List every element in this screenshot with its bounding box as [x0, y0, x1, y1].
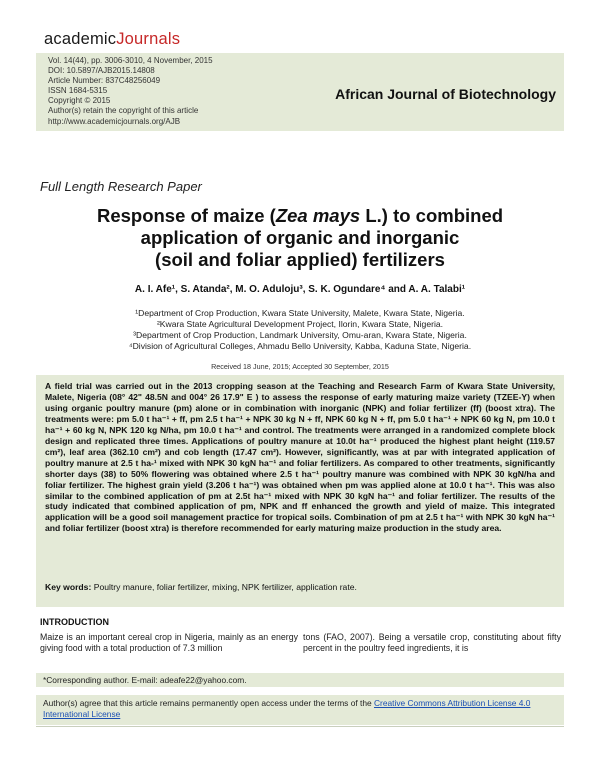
abstract-text: A field trial was carried out in the 2013 cropping season at the Teaching and Research Farm of Kwara State University, Malete, Nigeria (08° 42" 48.5N and 004° 26 17.9" E ) to assess the response of early maturing maize variety (TZEE-Y) when using organic poultry manure (pm) alone or in combination with inorganic (NPK) and foliar fertilizer (ff) (boost xtra). The treatments were: pm 5.0 t ha⁻¹ + ff, pm 2.5 t ha⁻¹ + NPK 30 kg N + ff, NPK 60 kg N + ff, pm 5.0 t ha⁻¹ + NPK 60 kg N, pm 10.0 t ha⁻¹ + 60 kg N, NPK 120 kg N/ha, pm 10.0 t ha⁻¹ and control. The treatments were arranged in a randomized complete block design and replicated three times. Applications of poultry manure at 10.0t ha⁻¹ produced the highest plant height (119.57 cm²), leaf area (362.10 cm²) and cob length (17.47 cm²). However, significantly, was at par with integrated application of poultry manure at 2.5 t ha-¹ mixed with NPK 30 kgN ha⁻¹ and foliar fertilizers. As compared to other treatments, significantly shorter days (38) to 50% flowering was obtained where 2.5 t ha⁻¹ poultry manure was combined with NPK 30 kgN/ha and foliar fertilizer. The highest grain yield (3.206 t ha⁻¹) was obtained when pm was applied alone at 10.0 t ha⁻¹. This was also similar to the combined application of pm at 2.5t ha⁻¹ mixed with NPK 30 kgN ha⁻¹ and foliar fertilizer. The results of the study indicated that combined application of pm, NPK and ff enhanced the growth and yield of maize. This integrated application will be a good soil management practice for tropical soils. Combination of pm at 2.5 t ha⁻¹ with NPK 30 kgN ha⁻¹ and foliar fertilizer (boost xtra) is therefore recommended for early maturing maize production in the study area. [45, 381, 555, 534]
author-list: A. I. Afe¹, S. Atanda², M. O. Aduloju³, S. K. Ogundare⁴ and A. A. Talabi¹ [134, 284, 466, 295]
license-link[interactable]: Creative Commons Attribution License 4.0 International License [43, 698, 531, 719]
keywords-text: Poultry manure, foliar fertilizer, mixing, NPK fertilizer, application rate. [93, 582, 357, 592]
title-scientific-name: Zea mays [275, 205, 361, 226]
intro-column-left: Maize is an important cereal crop in Nigeria, mainly as an energy giving food with a total production of 7.3 million [40, 632, 298, 654]
license-text: Author(s) agree that this article remains permanently open access under the terms of the [43, 698, 374, 708]
affiliation-4: ⁴Division of Agricultural Colleges, Ahmadu Bello University, Kabba, Kaduna State, Nigeria. [128, 341, 472, 352]
keywords [45, 582, 555, 592]
meta-issn: ISSN 1684-5315 [48, 86, 108, 96]
paper-title [40, 205, 560, 271]
meta-doi: DOI: 10.5897/AJB2015.14808 [48, 66, 155, 76]
article-type: Full Length Research Paper [40, 179, 202, 194]
meta-article-number: Article Number: 837C48256049 [48, 76, 161, 86]
meta-volume: Vol. 14(44), pp. 3006-3010, 4 November, 2015 [48, 56, 213, 65]
affiliation-1: ¹Department of Crop Production, Kwara State University, Malete, Kwara State, Nigeria. [135, 308, 465, 318]
affiliation-2: ²Kwara State Agricultural Development Project, Ilorin, Kwara State, Nigeria. [156, 319, 444, 330]
affiliation-3: ³Department of Crop Production, Landmark University, Omu-aran, Kwara State, Nigeria. [133, 330, 467, 341]
intro-column-right: tons (FAO, 2007). Being a versatile crop, constituting about fifty percent in the poultry feed ingredients, it is [303, 632, 561, 654]
meta-rights: Author(s) retain the copyright of this article [48, 106, 199, 116]
title-part-2: L.) to combined [360, 205, 504, 226]
journal-brand-logo [44, 30, 180, 49]
section-heading-introduction: INTRODUCTION [40, 617, 109, 627]
article-meta [48, 56, 213, 127]
meta-copyright: Copyright © 2015 [48, 96, 111, 106]
title-line-2: application of organic and inorganic [140, 227, 460, 248]
title-part-1: Response of maize ( [96, 205, 276, 226]
corresponding-author: *Corresponding author. E-mail: adeafe22@yahoo.com. [43, 675, 247, 685]
keywords-label: Key words: [45, 582, 92, 592]
title-line-3: (soil and foliar applied) fertilizers [155, 249, 445, 270]
brand-prefix: academic [44, 30, 117, 48]
affiliations [40, 308, 560, 352]
meta-url[interactable]: http://www.academicjournals.org/AJB [48, 116, 181, 126]
journal-name: African Journal of Biotechnology [335, 86, 556, 102]
brand-suffix: Journals [116, 30, 181, 48]
received-accepted-dates: Received 18 June, 2015; Accepted 30 September, 2015 [211, 362, 389, 371]
license-notice [43, 698, 553, 720]
bottom-divider [36, 726, 564, 727]
